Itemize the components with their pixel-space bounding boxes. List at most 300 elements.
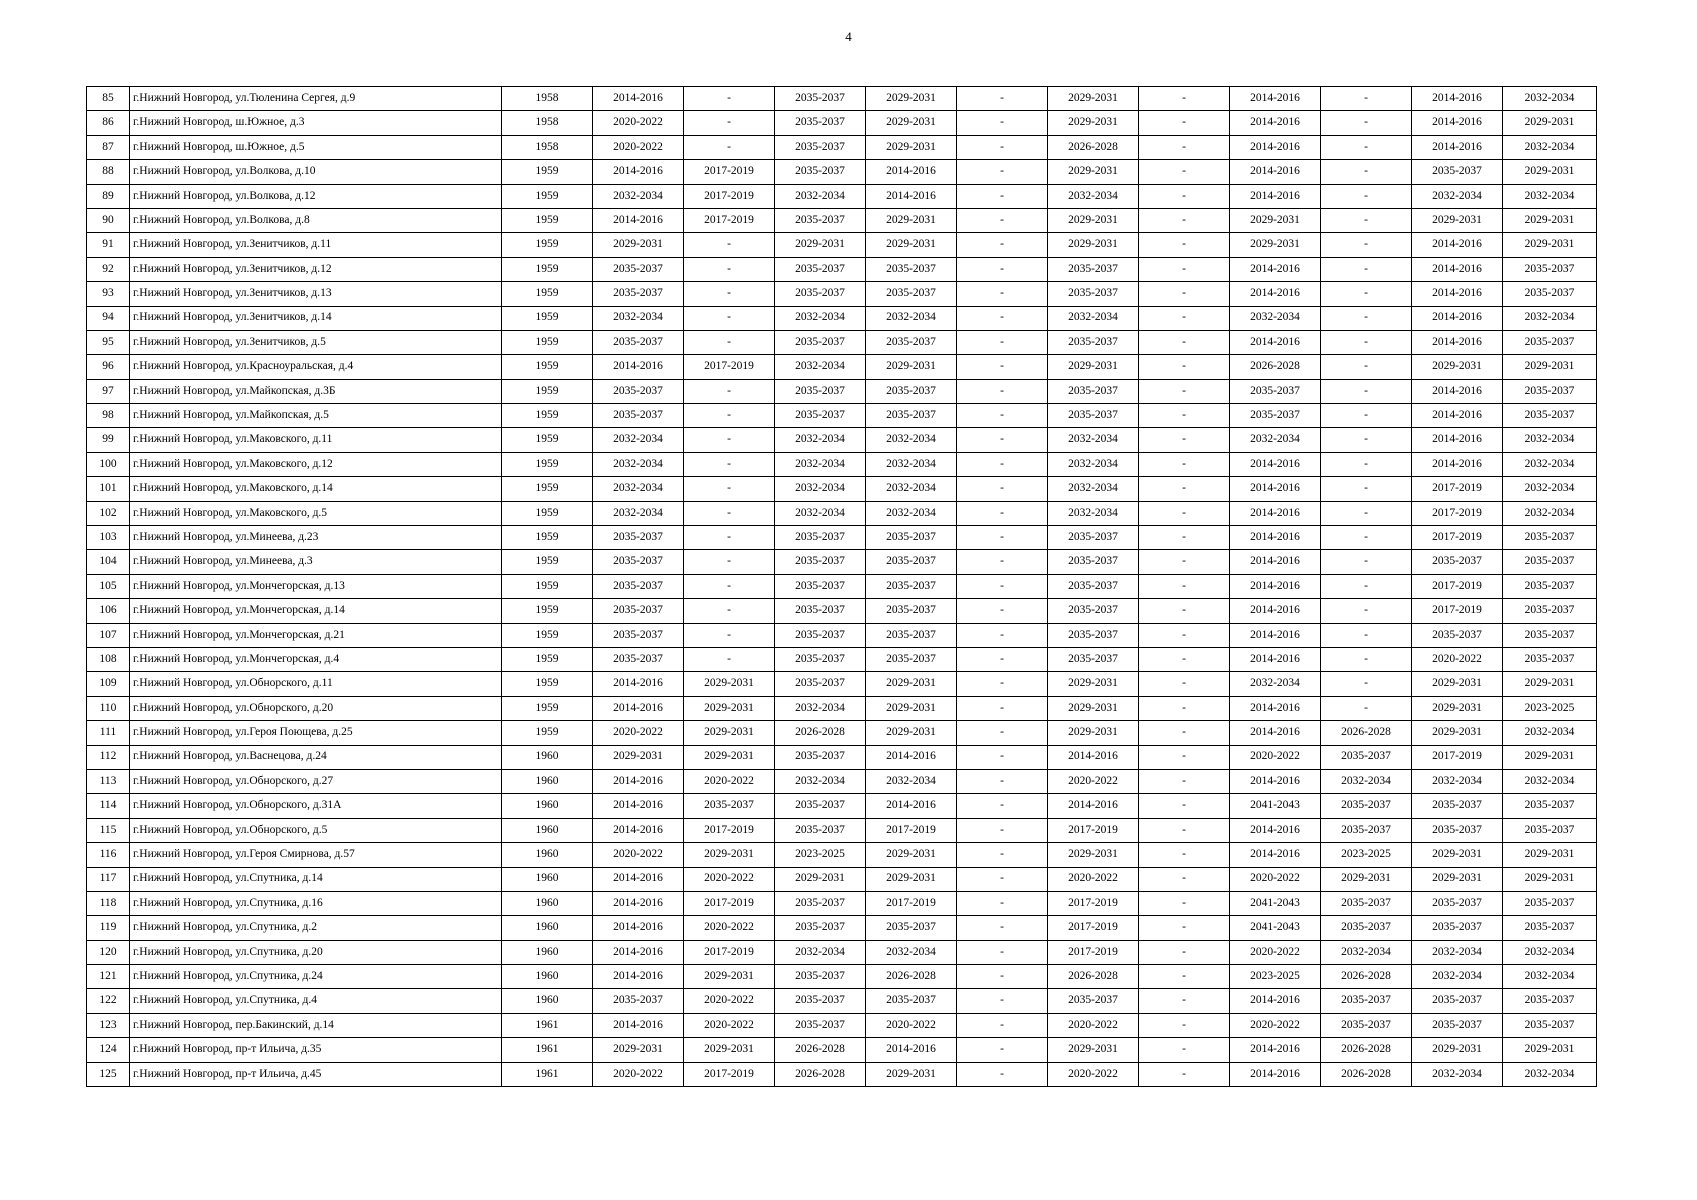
period-cell-1: 2032-2034 xyxy=(593,306,684,330)
period-cell-6: 2032-2034 xyxy=(1048,306,1139,330)
period-cell-2: 2029-2031 xyxy=(684,1038,775,1062)
period-cell-8: 2020-2022 xyxy=(1230,940,1321,964)
period-cell-9: - xyxy=(1321,452,1412,476)
period-cell-2: - xyxy=(684,257,775,281)
period-cell-11: 2032-2034 xyxy=(1503,501,1597,525)
year-built-cell: 1960 xyxy=(502,867,593,891)
period-cell-3: 2035-2037 xyxy=(775,330,866,354)
period-cell-11: 2029-2031 xyxy=(1503,745,1597,769)
address-cell: г.Нижний Новгород, ул.Тюленина Сергея, д.9 xyxy=(130,87,502,111)
year-built-cell: 1960 xyxy=(502,965,593,989)
period-cell-9: - xyxy=(1321,428,1412,452)
period-cell-6: 2029-2031 xyxy=(1048,843,1139,867)
period-cell-6: 2029-2031 xyxy=(1048,87,1139,111)
period-cell-6: 2026-2028 xyxy=(1048,135,1139,159)
period-cell-7: - xyxy=(1139,574,1230,598)
period-cell-11: 2032-2034 xyxy=(1503,769,1597,793)
table-row xyxy=(87,184,1597,208)
table-row xyxy=(87,477,1597,501)
period-cell-5: - xyxy=(957,818,1048,842)
period-cell-4: 2032-2034 xyxy=(866,940,957,964)
period-cell-2: 2029-2031 xyxy=(684,745,775,769)
period-cell-7: - xyxy=(1139,647,1230,671)
period-cell-11: 2035-2037 xyxy=(1503,818,1597,842)
table-row xyxy=(87,208,1597,232)
period-cell-5: - xyxy=(957,379,1048,403)
table-row xyxy=(87,330,1597,354)
period-cell-8: 2014-2016 xyxy=(1230,501,1321,525)
period-cell-9: - xyxy=(1321,135,1412,159)
table-row xyxy=(87,501,1597,525)
period-cell-7: - xyxy=(1139,379,1230,403)
table-row xyxy=(87,916,1597,940)
year-built-cell: 1960 xyxy=(502,818,593,842)
period-cell-2: - xyxy=(684,428,775,452)
year-built-cell: 1959 xyxy=(502,526,593,550)
year-built-cell: 1959 xyxy=(502,257,593,281)
period-cell-8: 2014-2016 xyxy=(1230,477,1321,501)
period-cell-5: - xyxy=(957,843,1048,867)
period-cell-2: - xyxy=(684,647,775,671)
period-cell-1: 2032-2034 xyxy=(593,452,684,476)
period-cell-6: 2026-2028 xyxy=(1048,965,1139,989)
address-cell: г.Нижний Новгород, ул.Обнорского, д.27 xyxy=(130,769,502,793)
table-row xyxy=(87,818,1597,842)
period-cell-4: 2029-2031 xyxy=(866,843,957,867)
period-cell-5: - xyxy=(957,526,1048,550)
period-cell-10: 2020-2022 xyxy=(1412,647,1503,671)
period-cell-7: - xyxy=(1139,745,1230,769)
period-cell-1: 2035-2037 xyxy=(593,647,684,671)
period-cell-9: - xyxy=(1321,87,1412,111)
period-cell-11: 2035-2037 xyxy=(1503,599,1597,623)
period-cell-5: - xyxy=(957,769,1048,793)
period-cell-2: 2020-2022 xyxy=(684,989,775,1013)
period-cell-8: 2029-2031 xyxy=(1230,208,1321,232)
period-cell-6: 2014-2016 xyxy=(1048,745,1139,769)
period-cell-5: - xyxy=(957,623,1048,647)
period-cell-9: - xyxy=(1321,160,1412,184)
period-cell-10: 2014-2016 xyxy=(1412,379,1503,403)
period-cell-11: 2035-2037 xyxy=(1503,404,1597,428)
address-cell: г.Нижний Новгород, ул.Зенитчиков, д.14 xyxy=(130,306,502,330)
period-cell-2: - xyxy=(684,135,775,159)
address-cell: г.Нижний Новгород, ул.Минеева, д.3 xyxy=(130,550,502,574)
table-row xyxy=(87,160,1597,184)
period-cell-1: 2014-2016 xyxy=(593,1013,684,1037)
period-cell-10: 2014-2016 xyxy=(1412,135,1503,159)
row-number-cell: 96 xyxy=(87,355,130,379)
period-cell-4: 2032-2034 xyxy=(866,428,957,452)
period-cell-8: 2014-2016 xyxy=(1230,818,1321,842)
period-cell-5: - xyxy=(957,965,1048,989)
address-cell: г.Нижний Новгород, ул.Спутника, д.20 xyxy=(130,940,502,964)
period-cell-2: 2029-2031 xyxy=(684,965,775,989)
period-cell-3: 2032-2034 xyxy=(775,501,866,525)
table-row xyxy=(87,843,1597,867)
period-cell-3: 2035-2037 xyxy=(775,1013,866,1037)
period-cell-5: - xyxy=(957,111,1048,135)
period-cell-1: 2014-2016 xyxy=(593,696,684,720)
year-built-cell: 1960 xyxy=(502,745,593,769)
period-cell-3: 2035-2037 xyxy=(775,623,866,647)
period-cell-5: - xyxy=(957,135,1048,159)
row-number-cell: 114 xyxy=(87,794,130,818)
period-cell-9: - xyxy=(1321,477,1412,501)
address-cell: г.Нижний Новгород, ул.Маковского, д.14 xyxy=(130,477,502,501)
period-cell-11: 2035-2037 xyxy=(1503,330,1597,354)
period-cell-6: 2029-2031 xyxy=(1048,1038,1139,1062)
table-row xyxy=(87,769,1597,793)
period-cell-4: 2032-2034 xyxy=(866,306,957,330)
period-cell-6: 2020-2022 xyxy=(1048,1013,1139,1037)
period-cell-6: 2032-2034 xyxy=(1048,501,1139,525)
period-cell-7: - xyxy=(1139,623,1230,647)
period-cell-5: - xyxy=(957,672,1048,696)
year-built-cell: 1959 xyxy=(502,355,593,379)
period-cell-3: 2032-2034 xyxy=(775,306,866,330)
period-cell-11: 2029-2031 xyxy=(1503,1038,1597,1062)
period-cell-2: 2017-2019 xyxy=(684,208,775,232)
period-cell-3: 2035-2037 xyxy=(775,208,866,232)
period-cell-9: - xyxy=(1321,696,1412,720)
period-cell-7: - xyxy=(1139,208,1230,232)
period-cell-7: - xyxy=(1139,135,1230,159)
period-cell-11: 2035-2037 xyxy=(1503,989,1597,1013)
address-cell: г.Нижний Новгород, ул.Героя Поющева, д.25 xyxy=(130,721,502,745)
period-cell-1: 2014-2016 xyxy=(593,87,684,111)
period-cell-6: 2035-2037 xyxy=(1048,599,1139,623)
period-cell-11: 2035-2037 xyxy=(1503,574,1597,598)
period-cell-11: 2032-2034 xyxy=(1503,452,1597,476)
address-cell: г.Нижний Новгород, ул.Маковского, д.5 xyxy=(130,501,502,525)
period-cell-7: - xyxy=(1139,1062,1230,1086)
period-cell-4: 2029-2031 xyxy=(866,111,957,135)
period-cell-3: 2026-2028 xyxy=(775,1062,866,1086)
period-cell-3: 2032-2034 xyxy=(775,940,866,964)
row-number-cell: 93 xyxy=(87,282,130,306)
row-number-cell: 107 xyxy=(87,623,130,647)
period-cell-11: 2035-2037 xyxy=(1503,257,1597,281)
period-cell-7: - xyxy=(1139,87,1230,111)
period-cell-1: 2035-2037 xyxy=(593,550,684,574)
year-built-cell: 1959 xyxy=(502,160,593,184)
period-cell-8: 2014-2016 xyxy=(1230,257,1321,281)
table-body xyxy=(87,87,1597,1087)
row-number-cell: 90 xyxy=(87,208,130,232)
period-cell-4: 2035-2037 xyxy=(866,599,957,623)
period-cell-8: 2014-2016 xyxy=(1230,550,1321,574)
period-cell-9: - xyxy=(1321,282,1412,306)
period-cell-11: 2035-2037 xyxy=(1503,647,1597,671)
period-cell-6: 2035-2037 xyxy=(1048,257,1139,281)
address-cell: г.Нижний Новгород, ул.Обнорского, д.5 xyxy=(130,818,502,842)
period-cell-8: 2023-2025 xyxy=(1230,965,1321,989)
period-cell-2: 2029-2031 xyxy=(684,696,775,720)
period-cell-4: 2035-2037 xyxy=(866,574,957,598)
period-cell-4: 2029-2031 xyxy=(866,672,957,696)
period-cell-1: 2035-2037 xyxy=(593,404,684,428)
row-number-cell: 112 xyxy=(87,745,130,769)
period-cell-7: - xyxy=(1139,404,1230,428)
period-cell-3: 2032-2034 xyxy=(775,696,866,720)
table-row xyxy=(87,647,1597,671)
period-cell-3: 2029-2031 xyxy=(775,233,866,257)
period-cell-8: 2014-2016 xyxy=(1230,1062,1321,1086)
period-cell-9: - xyxy=(1321,330,1412,354)
period-cell-6: 2035-2037 xyxy=(1048,404,1139,428)
row-number-cell: 113 xyxy=(87,769,130,793)
period-cell-8: 2035-2037 xyxy=(1230,379,1321,403)
period-cell-1: 2014-2016 xyxy=(593,794,684,818)
period-cell-3: 2035-2037 xyxy=(775,916,866,940)
address-cell: г.Нижний Новгород, пер.Бакинский, д.14 xyxy=(130,1013,502,1037)
period-cell-5: - xyxy=(957,306,1048,330)
period-cell-10: 2017-2019 xyxy=(1412,745,1503,769)
row-number-cell: 101 xyxy=(87,477,130,501)
period-cell-3: 2032-2034 xyxy=(775,452,866,476)
period-cell-7: - xyxy=(1139,160,1230,184)
period-cell-3: 2032-2034 xyxy=(775,477,866,501)
table-row xyxy=(87,794,1597,818)
period-cell-3: 2035-2037 xyxy=(775,160,866,184)
row-number-cell: 88 xyxy=(87,160,130,184)
period-cell-6: 2035-2037 xyxy=(1048,550,1139,574)
period-cell-10: 2017-2019 xyxy=(1412,574,1503,598)
period-cell-6: 2017-2019 xyxy=(1048,891,1139,915)
period-cell-10: 2014-2016 xyxy=(1412,452,1503,476)
period-cell-7: - xyxy=(1139,428,1230,452)
period-cell-7: - xyxy=(1139,818,1230,842)
period-cell-11: 2035-2037 xyxy=(1503,526,1597,550)
address-cell: г.Нижний Новгород, пр-т Ильича, д.35 xyxy=(130,1038,502,1062)
period-cell-11: 2029-2031 xyxy=(1503,233,1597,257)
year-built-cell: 1959 xyxy=(502,501,593,525)
period-cell-4: 2029-2031 xyxy=(866,208,957,232)
period-cell-5: - xyxy=(957,891,1048,915)
period-cell-7: - xyxy=(1139,940,1230,964)
table-row xyxy=(87,306,1597,330)
period-cell-10: 2035-2037 xyxy=(1412,794,1503,818)
period-cell-6: 2014-2016 xyxy=(1048,794,1139,818)
period-cell-7: - xyxy=(1139,1013,1230,1037)
period-cell-5: - xyxy=(957,745,1048,769)
period-cell-10: 2017-2019 xyxy=(1412,599,1503,623)
period-cell-5: - xyxy=(957,647,1048,671)
period-cell-11: 2029-2031 xyxy=(1503,355,1597,379)
period-cell-2: - xyxy=(684,87,775,111)
period-cell-5: - xyxy=(957,160,1048,184)
period-cell-1: 2035-2037 xyxy=(593,379,684,403)
period-cell-4: 2029-2031 xyxy=(866,87,957,111)
year-built-cell: 1959 xyxy=(502,574,593,598)
period-cell-10: 2014-2016 xyxy=(1412,233,1503,257)
period-cell-8: 2035-2037 xyxy=(1230,404,1321,428)
table-row xyxy=(87,1062,1597,1086)
period-cell-4: 2035-2037 xyxy=(866,526,957,550)
period-cell-8: 2032-2034 xyxy=(1230,672,1321,696)
period-cell-11: 2032-2034 xyxy=(1503,477,1597,501)
year-built-cell: 1960 xyxy=(502,916,593,940)
period-cell-2: 2020-2022 xyxy=(684,867,775,891)
table-row xyxy=(87,599,1597,623)
row-number-cell: 104 xyxy=(87,550,130,574)
period-cell-5: - xyxy=(957,721,1048,745)
period-cell-3: 2035-2037 xyxy=(775,282,866,306)
period-cell-8: 2014-2016 xyxy=(1230,1038,1321,1062)
table-row xyxy=(87,233,1597,257)
period-cell-1: 2032-2034 xyxy=(593,501,684,525)
period-cell-11: 2032-2034 xyxy=(1503,135,1597,159)
period-cell-10: 2032-2034 xyxy=(1412,184,1503,208)
table-row xyxy=(87,721,1597,745)
table-row xyxy=(87,428,1597,452)
table-row xyxy=(87,891,1597,915)
period-cell-8: 2014-2016 xyxy=(1230,989,1321,1013)
address-cell: г.Нижний Новгород, ул.Зенитчиков, д.12 xyxy=(130,257,502,281)
period-cell-10: 2029-2031 xyxy=(1412,208,1503,232)
period-cell-8: 2014-2016 xyxy=(1230,843,1321,867)
period-cell-5: - xyxy=(957,1013,1048,1037)
table-row xyxy=(87,867,1597,891)
period-cell-10: 2032-2034 xyxy=(1412,965,1503,989)
period-cell-1: 2014-2016 xyxy=(593,867,684,891)
period-cell-4: 2029-2031 xyxy=(866,1062,957,1086)
period-cell-8: 2020-2022 xyxy=(1230,1013,1321,1037)
row-number-cell: 120 xyxy=(87,940,130,964)
period-cell-9: - xyxy=(1321,501,1412,525)
period-cell-1: 2014-2016 xyxy=(593,769,684,793)
period-cell-1: 2035-2037 xyxy=(593,282,684,306)
period-cell-3: 2029-2031 xyxy=(775,867,866,891)
period-cell-6: 2029-2031 xyxy=(1048,696,1139,720)
period-cell-3: 2035-2037 xyxy=(775,135,866,159)
table-row xyxy=(87,1013,1597,1037)
year-built-cell: 1959 xyxy=(502,208,593,232)
period-cell-6: 2029-2031 xyxy=(1048,160,1139,184)
period-cell-10: 2017-2019 xyxy=(1412,477,1503,501)
period-cell-10: 2017-2019 xyxy=(1412,501,1503,525)
period-cell-7: - xyxy=(1139,696,1230,720)
period-cell-8: 2014-2016 xyxy=(1230,769,1321,793)
period-cell-1: 2020-2022 xyxy=(593,135,684,159)
address-cell: г.Нижний Новгород, ул.Зенитчиков, д.5 xyxy=(130,330,502,354)
period-cell-10: 2014-2016 xyxy=(1412,330,1503,354)
table-row xyxy=(87,623,1597,647)
period-cell-2: - xyxy=(684,623,775,647)
period-cell-2: 2020-2022 xyxy=(684,769,775,793)
period-cell-7: - xyxy=(1139,111,1230,135)
period-cell-8: 2041-2043 xyxy=(1230,794,1321,818)
address-cell: г.Нижний Новгород, ул.Мончегорская, д.14 xyxy=(130,599,502,623)
period-cell-6: 2032-2034 xyxy=(1048,452,1139,476)
year-built-cell: 1959 xyxy=(502,477,593,501)
period-cell-6: 2029-2031 xyxy=(1048,233,1139,257)
period-cell-11: 2035-2037 xyxy=(1503,891,1597,915)
row-number-cell: 97 xyxy=(87,379,130,403)
period-cell-7: - xyxy=(1139,550,1230,574)
period-cell-4: 2014-2016 xyxy=(866,794,957,818)
period-cell-4: 2014-2016 xyxy=(866,160,957,184)
period-cell-6: 2017-2019 xyxy=(1048,940,1139,964)
year-built-cell: 1958 xyxy=(502,111,593,135)
address-cell: г.Нижний Новгород, ул.Спутника, д.16 xyxy=(130,891,502,915)
period-cell-2: - xyxy=(684,404,775,428)
period-cell-8: 2014-2016 xyxy=(1230,696,1321,720)
period-cell-7: - xyxy=(1139,867,1230,891)
period-cell-10: 2029-2031 xyxy=(1412,843,1503,867)
period-cell-4: 2020-2022 xyxy=(866,1013,957,1037)
period-cell-4: 2014-2016 xyxy=(866,1038,957,1062)
period-cell-5: - xyxy=(957,428,1048,452)
period-cell-5: - xyxy=(957,477,1048,501)
period-cell-5: - xyxy=(957,794,1048,818)
year-built-cell: 1959 xyxy=(502,550,593,574)
period-cell-5: - xyxy=(957,867,1048,891)
period-cell-8: 2014-2016 xyxy=(1230,574,1321,598)
period-cell-10: 2032-2034 xyxy=(1412,769,1503,793)
period-cell-1: 2020-2022 xyxy=(593,843,684,867)
period-cell-9: 2029-2031 xyxy=(1321,867,1412,891)
period-cell-4: 2035-2037 xyxy=(866,916,957,940)
year-built-cell: 1959 xyxy=(502,306,593,330)
year-built-cell: 1959 xyxy=(502,379,593,403)
period-cell-10: 2035-2037 xyxy=(1412,916,1503,940)
row-number-cell: 123 xyxy=(87,1013,130,1037)
period-cell-1: 2014-2016 xyxy=(593,916,684,940)
period-cell-3: 2035-2037 xyxy=(775,404,866,428)
address-cell: г.Нижний Новгород, ул.Волкова, д.10 xyxy=(130,160,502,184)
period-cell-5: - xyxy=(957,208,1048,232)
period-cell-9: - xyxy=(1321,550,1412,574)
period-cell-11: 2035-2037 xyxy=(1503,1013,1597,1037)
period-cell-1: 2020-2022 xyxy=(593,111,684,135)
period-cell-9: - xyxy=(1321,233,1412,257)
period-cell-3: 2035-2037 xyxy=(775,599,866,623)
period-cell-3: 2035-2037 xyxy=(775,672,866,696)
row-number-cell: 92 xyxy=(87,257,130,281)
period-cell-2: 2029-2031 xyxy=(684,843,775,867)
address-cell: г.Нижний Новгород, ул.Спутника, д.24 xyxy=(130,965,502,989)
period-cell-4: 2035-2037 xyxy=(866,379,957,403)
period-cell-6: 2035-2037 xyxy=(1048,647,1139,671)
period-cell-2: 2017-2019 xyxy=(684,355,775,379)
year-built-cell: 1960 xyxy=(502,989,593,1013)
period-cell-1: 2035-2037 xyxy=(593,623,684,647)
period-cell-6: 2020-2022 xyxy=(1048,1062,1139,1086)
address-cell: г.Нижний Новгород, ш.Южное, д.5 xyxy=(130,135,502,159)
table-row xyxy=(87,526,1597,550)
period-cell-8: 2032-2034 xyxy=(1230,306,1321,330)
period-cell-5: - xyxy=(957,916,1048,940)
period-cell-1: 2032-2034 xyxy=(593,477,684,501)
period-cell-2: - xyxy=(684,233,775,257)
period-cell-5: - xyxy=(957,452,1048,476)
period-cell-3: 2032-2034 xyxy=(775,428,866,452)
period-cell-11: 2035-2037 xyxy=(1503,379,1597,403)
row-number-cell: 91 xyxy=(87,233,130,257)
period-cell-6: 2029-2031 xyxy=(1048,111,1139,135)
row-number-cell: 119 xyxy=(87,916,130,940)
address-cell: г.Нижний Новгород, ул.Майкопская, д.5 xyxy=(130,404,502,428)
period-cell-9: - xyxy=(1321,306,1412,330)
period-cell-1: 2014-2016 xyxy=(593,818,684,842)
period-cell-9: - xyxy=(1321,208,1412,232)
address-cell: г.Нижний Новгород, ш.Южное, д.3 xyxy=(130,111,502,135)
period-cell-7: - xyxy=(1139,526,1230,550)
period-cell-5: - xyxy=(957,233,1048,257)
period-cell-2: - xyxy=(684,111,775,135)
